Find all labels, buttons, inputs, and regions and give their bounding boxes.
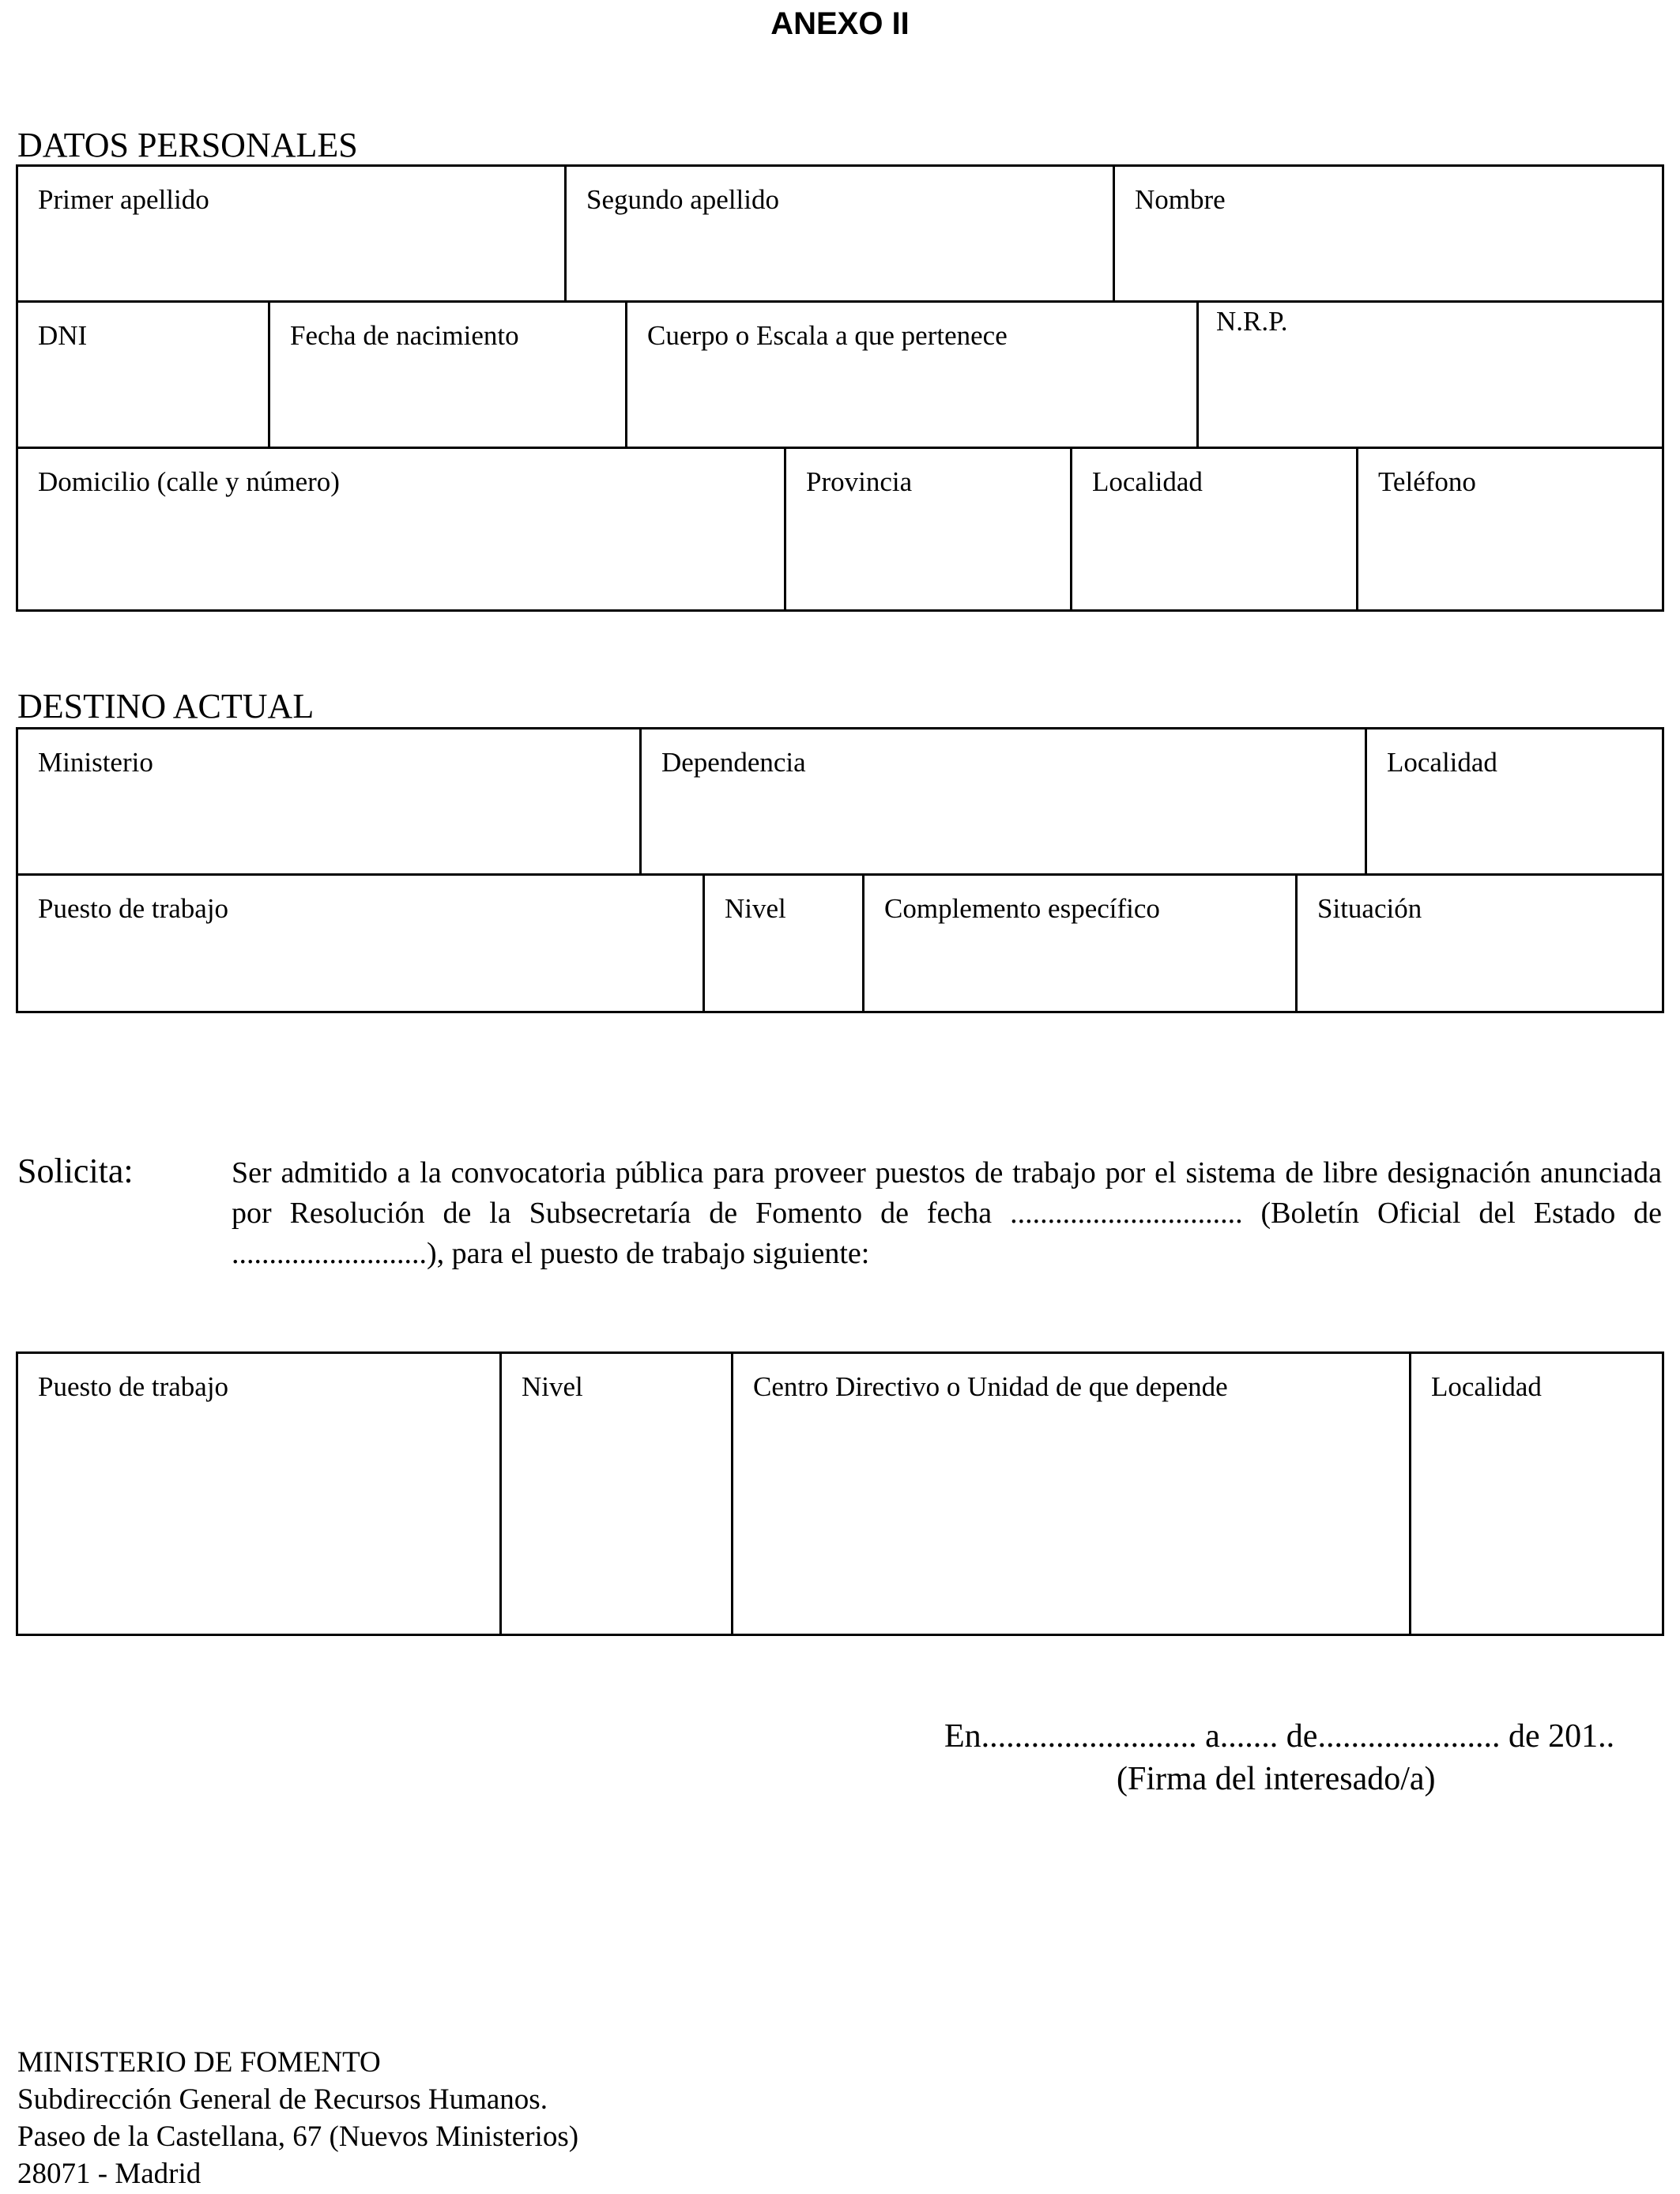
provincia-label: Provincia — [806, 466, 913, 497]
fecha-nacimiento-label: Fecha de nacimiento — [290, 320, 519, 351]
address-line-ministry: MINISTERIO DE FOMENTO — [17, 2046, 381, 2079]
destino-localidad-field[interactable] — [1365, 727, 1664, 876]
firma-label: (Firma del interesado/a) — [1117, 1761, 1436, 1797]
complemento-label: Complemento específico — [884, 893, 1160, 924]
primer-apellido-field[interactable] — [16, 164, 567, 303]
localidad-field[interactable] — [1070, 447, 1358, 612]
telefono-label: Teléfono — [1378, 466, 1476, 497]
puesto-actual-field[interactable] — [16, 873, 705, 1013]
cuerpo-escala-field[interactable] — [625, 300, 1199, 449]
address-block — [17, 2044, 578, 2192]
address-line-street: Paseo de la Castellana, 67 (Nuevos Ministerios) — [17, 2120, 579, 2153]
page-title: ANEXO II — [770, 6, 910, 41]
puesto-solicitado-label: Puesto de trabajo — [38, 1371, 229, 1402]
domicilio-label: Domicilio (calle y número) — [38, 466, 340, 497]
segundo-apellido-label: Segundo apellido — [586, 184, 779, 215]
primer-apellido-label: Primer apellido — [38, 184, 209, 215]
ministerio-label: Ministerio — [38, 747, 153, 778]
centro-directivo-label: Centro Directivo o Unidad de que depende — [753, 1371, 1228, 1402]
localidad-label: Localidad — [1092, 466, 1203, 497]
complemento-field[interactable] — [862, 873, 1298, 1013]
domicilio-field[interactable] — [16, 447, 786, 612]
solicita-label: Solicita: — [17, 1152, 134, 1190]
segundo-apellido-field[interactable] — [564, 164, 1115, 303]
provincia-field[interactable] — [784, 447, 1072, 612]
telefono-field[interactable] — [1356, 447, 1664, 612]
nrp-label: N.R.P. — [1216, 306, 1288, 337]
lugar-fecha-line: En.......................... a....... de...................... de 201.. — [944, 1718, 1615, 1755]
centro-directivo-field[interactable] — [731, 1351, 1411, 1636]
dependencia-field[interactable] — [639, 727, 1367, 876]
situacion-field[interactable] — [1295, 873, 1664, 1013]
dependencia-label: Dependencia — [661, 747, 806, 778]
dni-label: DNI — [38, 320, 88, 351]
nrp-field[interactable] — [1196, 300, 1664, 449]
localidad-solicitada-field[interactable] — [1409, 1351, 1664, 1636]
datos-personales-heading: DATOS PERSONALES — [17, 126, 358, 164]
destino-localidad-label: Localidad — [1387, 747, 1497, 778]
nivel-actual-label: Nivel — [725, 893, 786, 924]
dni-field[interactable] — [16, 300, 270, 449]
nombre-field[interactable] — [1113, 164, 1664, 303]
address-line-city: 28071 - Madrid — [17, 2158, 202, 2190]
nivel-actual-field[interactable] — [703, 873, 864, 1013]
puesto-solicitado-field[interactable] — [16, 1351, 502, 1636]
solicita-text: Ser admitido a la convocatoria pública para proveer puestos de trabajo por el sistema de libre designación anunciada por Resolución de la Subsecretaría de Fomento de fecha ............................... (Boletín Oficial del Estado de ..........................), para el puesto de trabajo siguiente: — [232, 1156, 1662, 1270]
situacion-label: Situación — [1317, 893, 1422, 924]
destino-actual-heading: DESTINO ACTUAL — [17, 687, 315, 726]
cuerpo-escala-label: Cuerpo o Escala a que pertenece — [647, 320, 1008, 351]
puesto-actual-label: Puesto de trabajo — [38, 893, 229, 924]
localidad-solicitada-label: Localidad — [1431, 1371, 1542, 1402]
address-line-department: Subdirección General de Recursos Humanos. — [17, 2083, 548, 2116]
nivel-solicitado-label: Nivel — [522, 1371, 583, 1402]
fecha-nacimiento-field[interactable] — [268, 300, 627, 449]
nombre-label: Nombre — [1135, 184, 1226, 215]
ministerio-field[interactable] — [16, 727, 642, 876]
nivel-solicitado-field[interactable] — [499, 1351, 733, 1636]
